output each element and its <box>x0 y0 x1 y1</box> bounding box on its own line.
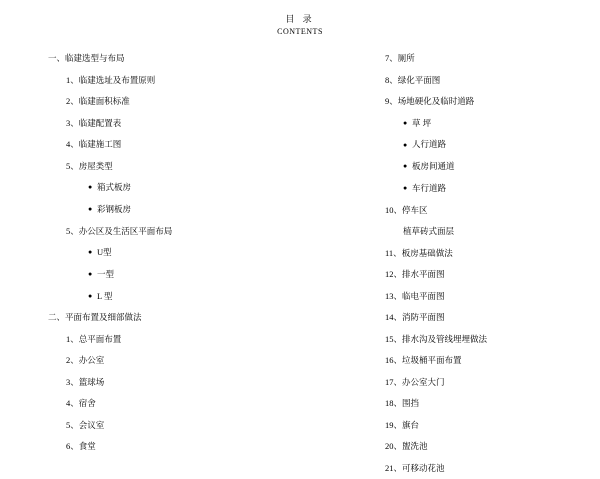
toc-entry[interactable] <box>385 286 600 308</box>
toc-entry-label: 临建面积标准 <box>78 96 130 106</box>
toc-entry-label: 厕所 <box>397 53 415 63</box>
toc-entry-label: 排水平面图 <box>402 269 445 280</box>
bullet-icon: ● <box>403 118 408 127</box>
toc-entry-number: 2、 <box>66 96 79 106</box>
bullet-icon: ● <box>88 205 93 214</box>
toc-entry[interactable] <box>385 113 600 135</box>
toc-entry-number: 9、 <box>385 96 398 106</box>
toc-entry[interactable] <box>385 134 600 156</box>
toc-entry-number: 11、 <box>385 247 402 258</box>
toc-entry[interactable] <box>385 307 600 329</box>
toc-entry-label: 办公室大门 <box>402 376 445 387</box>
toc-entry-label: 植草砖式面层 <box>403 226 455 237</box>
toc-entry-label: 临建选型与布局 <box>65 53 125 63</box>
toc-entry[interactable] <box>48 264 310 286</box>
toc-entry-label: 房屋类型 <box>78 160 113 171</box>
toc-entry-number: 5、 <box>66 419 79 430</box>
toc-entry-label: 车行道路 <box>412 182 447 193</box>
toc-entry-number: 16、 <box>385 355 403 366</box>
toc-entry[interactable] <box>385 264 600 286</box>
toc-entry-label: 食堂 <box>78 441 96 452</box>
bullet-icon: ● <box>88 248 93 257</box>
toc-entry[interactable] <box>385 350 600 372</box>
toc-entry-label: 临电平面图 <box>402 290 445 301</box>
bullet-icon: ● <box>88 183 93 192</box>
toc-entry-label: 人行道路 <box>412 139 447 150</box>
toc-entry[interactable] <box>385 458 600 479</box>
toc-entry-label: 办公室 <box>78 355 105 366</box>
toc-entry-label: 平面布置及细部做法 <box>65 312 142 323</box>
toc-entry-label: 板房基础做法 <box>401 247 453 258</box>
toc-entry-number: 3、 <box>66 117 79 128</box>
toc-entry[interactable] <box>385 393 600 415</box>
toc-entry-label: 垃圾桶平面布置 <box>402 355 462 366</box>
toc-entry-number: 19、 <box>385 419 403 430</box>
toc-entry-label: 可移动花池 <box>402 462 445 473</box>
toc-entry-label: 办公区及生活区平面布局 <box>78 225 173 236</box>
toc-entry[interactable] <box>48 113 310 135</box>
toc-entry[interactable] <box>48 393 310 415</box>
toc-entry[interactable] <box>48 48 310 70</box>
toc-entry[interactable] <box>385 178 600 200</box>
document-page <box>0 13 600 473</box>
toc-entry-number: 7、 <box>385 53 398 63</box>
toc-entry-number: 1、 <box>66 333 79 344</box>
toc-entry-number: 一、 <box>48 53 66 63</box>
toc-entry-number: 18、 <box>385 398 403 409</box>
toc-entry[interactable] <box>48 286 310 308</box>
bullet-icon: ● <box>88 291 93 300</box>
toc-entry[interactable] <box>385 221 600 243</box>
toc-entry[interactable] <box>48 372 310 394</box>
toc-entry-label: 临建选址及布置原则 <box>78 74 156 85</box>
toc-entry-label: 临建施工图 <box>78 139 122 149</box>
toc-entry-number: 4、 <box>66 139 79 149</box>
bullet-icon: ● <box>403 140 408 149</box>
page-subtitle: CONTENTS <box>277 27 323 36</box>
toc-entry-number: 1、 <box>66 74 79 85</box>
toc-entry[interactable] <box>48 91 310 113</box>
toc-entry-number: 4、 <box>66 398 79 409</box>
toc-entry-label: 草 坪 <box>412 117 432 128</box>
bullet-icon: ● <box>403 184 408 193</box>
toc-entry[interactable] <box>48 70 310 92</box>
toc-entry-number: 17、 <box>385 376 403 387</box>
toc-entry-number: 10、 <box>385 204 403 215</box>
toc-entry-label: 围挡 <box>402 398 420 409</box>
page-title: 目 录 <box>285 14 315 24</box>
toc-entry-label: 板房间通道 <box>412 161 455 172</box>
toc-entry-number: 21、 <box>385 462 403 473</box>
toc-entry-label: 盥洗池 <box>402 441 428 452</box>
toc-entry[interactable] <box>48 134 310 156</box>
toc-entry[interactable] <box>48 415 310 437</box>
toc-entry[interactable] <box>48 199 310 221</box>
toc-entry-number: 2、 <box>66 355 79 366</box>
toc-entry[interactable] <box>48 350 310 372</box>
toc-entry-label: 彩钢板房 <box>97 203 132 214</box>
toc-entry-label: 绿化平面图 <box>397 74 441 85</box>
toc-entry[interactable] <box>48 177 310 199</box>
toc-entry[interactable] <box>48 436 310 458</box>
toc-columns <box>0 48 600 479</box>
toc-entry-label: 停车区 <box>402 204 428 215</box>
toc-entry[interactable] <box>48 329 310 351</box>
toc-entry[interactable] <box>385 200 600 222</box>
toc-left-column <box>0 48 310 479</box>
toc-entry[interactable] <box>48 307 310 329</box>
toc-entry[interactable] <box>385 372 600 394</box>
toc-entry[interactable] <box>48 156 310 178</box>
toc-entry-label: 宿舍 <box>78 398 96 409</box>
toc-entry-number: 5、 <box>66 225 79 236</box>
toc-entry-number: 6、 <box>66 441 79 452</box>
toc-entry-number: 14、 <box>385 312 403 323</box>
bullet-icon: ● <box>403 162 408 171</box>
toc-entry-number: 5、 <box>66 160 79 171</box>
toc-entry-number: 3、 <box>66 376 79 387</box>
toc-entry[interactable] <box>48 221 310 243</box>
toc-entry-number: 13、 <box>385 290 403 301</box>
toc-entry-number: 20、 <box>385 441 403 452</box>
toc-entry[interactable] <box>385 415 600 437</box>
toc-right-column <box>310 48 600 479</box>
toc-entry-label: 旗台 <box>402 419 420 430</box>
toc-entry[interactable] <box>385 156 600 178</box>
toc-entry[interactable] <box>385 70 600 92</box>
toc-entry-label: U型 <box>97 247 112 258</box>
toc-entry-label: 临建配置表 <box>78 117 122 128</box>
toc-entry[interactable] <box>385 243 600 265</box>
toc-entry-number: 8、 <box>385 74 398 85</box>
toc-entry-number: 12、 <box>385 269 403 280</box>
toc-entry-label: 箱式板房 <box>97 182 132 192</box>
toc-entry[interactable] <box>385 436 600 458</box>
toc-entry-label: 总平面布置 <box>78 333 122 344</box>
toc-entry-number: 二、 <box>48 312 66 323</box>
toc-entry[interactable] <box>48 242 310 264</box>
toc-entry-number: 15、 <box>385 333 403 344</box>
toc-entry-label: 篮球场 <box>78 376 105 387</box>
toc-entry-label: 场地硬化及临时道路 <box>397 96 475 106</box>
toc-entry[interactable] <box>385 91 600 113</box>
toc-entry-label: 会议室 <box>78 419 105 430</box>
bullet-icon: ● <box>88 270 93 279</box>
toc-entry-label: 一型 <box>97 268 115 279</box>
toc-entry-label: L 型 <box>97 290 113 301</box>
toc-entry-label: 排水沟及管线埋埋做法 <box>402 333 488 344</box>
toc-entry[interactable] <box>385 329 600 351</box>
toc-entry-label: 消防平面图 <box>402 312 445 323</box>
toc-entry[interactable] <box>385 48 600 70</box>
